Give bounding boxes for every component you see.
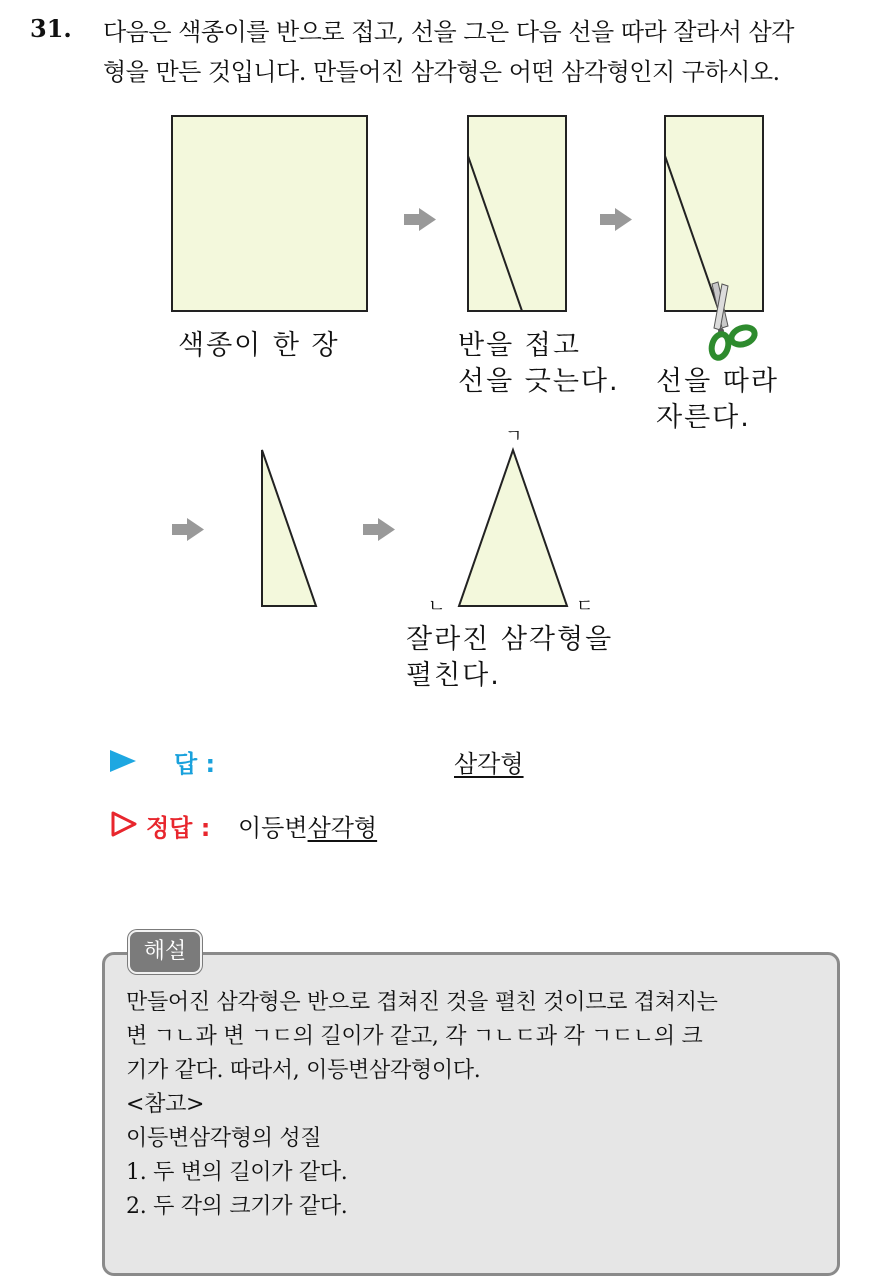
- correct-label: 정답 :: [146, 814, 211, 842]
- correct-value-underlined: 삼각형: [307, 814, 378, 842]
- step-caption-4: 잘라진 삼각형을 펼친다.: [406, 624, 614, 691]
- answer-row: [110, 742, 810, 778]
- arrow-icon: [172, 518, 204, 541]
- question-line-1: 다음은 색종이를 반으로 접고, 선을 그은 다음 선을 따라 잘라서 삼각: [103, 18, 794, 46]
- correct-answer-row: [110, 806, 810, 842]
- explanation-line: 1. 두 변의 길이가 같다.: [126, 1160, 348, 1185]
- arrow-icon: [363, 518, 395, 541]
- correct-value: [238, 808, 377, 843]
- question-line-2: 형을 만든 것입니다. 만들어진 삼각형은 어떤 삼각형인지 구하시오.: [103, 58, 780, 86]
- explanation-line: 변 ㄱㄴ과 변 ㄱㄷ의 길이가 같고, 각 ㄱㄴㄷ과 각 ㄱㄷㄴ의 크: [126, 1024, 703, 1049]
- square-paper: [172, 116, 367, 311]
- cut-triangle: [262, 450, 316, 606]
- explanation-line: <참고>: [126, 1092, 205, 1117]
- explanation-text: [126, 986, 836, 1224]
- vertex-label-left: ㄴ: [428, 596, 446, 617]
- explanation-line: 2. 두 각의 크기가 같다.: [126, 1194, 348, 1219]
- cut-paper: [665, 116, 763, 311]
- answer-label: 답 :: [174, 750, 216, 778]
- answer-value: 삼각형: [454, 750, 524, 778]
- outline-triangle-icon: [110, 810, 138, 838]
- correct-value-prefix: 이등변: [238, 814, 308, 842]
- explanation-line: 기가 같다. 따라서, 이등변삼각형이다.: [126, 1058, 481, 1083]
- arrow-icon: [600, 208, 632, 231]
- folded-paper: [468, 116, 566, 311]
- step-caption-1: 색종이 한 장: [178, 330, 340, 361]
- step-caption-2: 반을 접고 선을 긋는다.: [458, 330, 620, 397]
- step-caption-3: 선을 따라 자른다.: [656, 366, 779, 433]
- explanation-line: 만들어진 삼각형은 반으로 겹쳐진 것을 펼친 것이므로 겹쳐지는: [126, 990, 718, 1015]
- isosceles-triangle: [459, 450, 567, 606]
- question-number: 31.: [30, 14, 72, 43]
- vertex-label-right: ㄷ: [576, 596, 594, 617]
- arrow-icon: [404, 208, 436, 231]
- explanation-line: 이등변삼각형의 성질: [126, 1126, 322, 1151]
- explanation-tag: 해설: [128, 930, 202, 974]
- play-triangle-icon: [110, 750, 136, 772]
- vertex-label-top: ㄱ: [505, 426, 523, 447]
